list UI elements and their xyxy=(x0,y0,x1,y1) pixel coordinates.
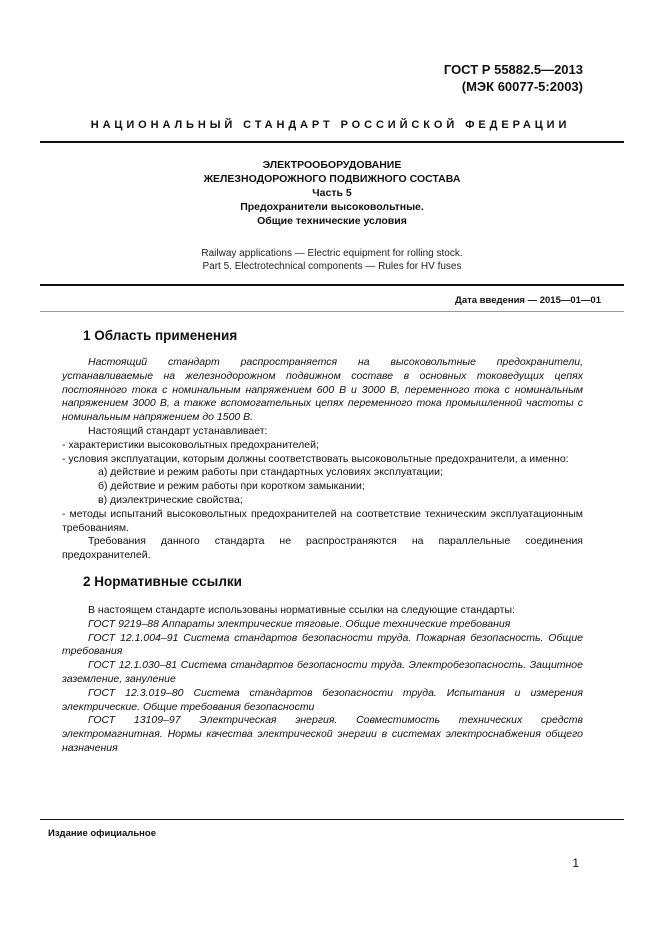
reference-item: ГОСТ 13109–97 Электрическая энергия. Совместимость технических средств электромагнитная. Нормы качества электрической энергии в системах электроснабжения общего назначения xyxy=(62,714,583,754)
scope-paragraph: Настоящий стандарт распространяется на высоковольтные предохранители, устанавливаемые на железнодорожном подвижном составе в основных токоведущих цепях постоянного тока с номинальным напряжением 600 В и 3000 В, переменного тока с номинальным напряжением 3000 В, а также вспомогательных цепях переменного тока промышленной частоты с номинальным напряжением до 1500 В. xyxy=(62,356,583,424)
establishes-paragraph: Настоящий стандарт устанавливает: xyxy=(88,424,268,437)
title-rule xyxy=(40,284,624,286)
national-standard-banner: НАЦИОНАЛЬНЫЙ СТАНДАРТ РОССИЙСКОЙ ФЕДЕРАЦИИ xyxy=(90,119,571,131)
item-a: а) действие и режим работы при стандартных условиях эксплуатации; xyxy=(98,466,443,479)
gost-number: ГОСТ Р 55882.5—2013 xyxy=(443,62,583,77)
title-line-4: Предохранители высоковольтные. xyxy=(240,201,424,213)
bullet-test-methods: - методы испытаний высоковольтных предохранителей на соответствие техническим эксплуатационным требованиям. xyxy=(62,507,583,534)
date-rule xyxy=(40,311,624,312)
document-code xyxy=(444,61,583,95)
parallel-note: Требования данного стандарта не распространяются на параллельные соединения предохранителей. xyxy=(62,535,583,562)
english-line-1: Railway applications — Electric equipment for rolling stock. xyxy=(201,248,463,259)
section-2-body xyxy=(62,604,583,756)
official-edition-label: Издание официальное xyxy=(48,828,156,839)
title-line-5: Общие технические условия xyxy=(257,215,407,227)
footer-rule xyxy=(40,819,624,820)
english-line-2: Part 5. Electrotechnical components — Rules for HV fuses xyxy=(202,261,462,272)
bullet-conditions: - условия эксплуатации, которым должны соответствовать высоковольтные предохранители, а именно: xyxy=(62,452,569,465)
iec-number: (МЭК 60077-5:2003) xyxy=(461,79,583,94)
section-1-heading: 1 Область применения xyxy=(83,328,238,343)
references-intro: В настоящем стандарте использованы нормативные ссылки на следующие стандарты: xyxy=(88,604,515,616)
page-number: 1 xyxy=(572,856,579,870)
reference-item: ГОСТ 12.1.030–81 Система стандартов безопасности труда. Электробезопасность. Защитное заземление, зануление xyxy=(62,659,583,685)
item-c: в) диэлектрические свойства; xyxy=(98,493,243,506)
english-title xyxy=(40,247,624,273)
reference-item: ГОСТ 12.3.019–80 Система стандартов безопасности труда. Испытания и измерения электрические. Общие требования безопасности xyxy=(62,686,583,713)
title-line-2: ЖЕЛЕЗНОДОРОЖНОГО ПОДВИЖНОГО СОСТАВА xyxy=(203,173,461,185)
title-block xyxy=(40,158,624,228)
reference-item: ГОСТ 12.1.004–91 Система стандартов безопасности труда. Пожарная безопасность. Общие требования xyxy=(62,631,583,658)
title-line-3: Часть 5 xyxy=(312,187,352,199)
intro-date: Дата введения — 2015—01—01 xyxy=(455,295,601,306)
section-1-body xyxy=(62,356,583,563)
reference-item: ГОСТ 9219–88 Аппараты электрические тяговые. Общие технические требования xyxy=(88,617,511,630)
bullet-characteristics: - характеристики высоковольтных предохранителей; xyxy=(62,438,319,451)
title-line-1: ЭЛЕКТРООБОРУДОВАНИЕ xyxy=(262,159,402,171)
item-b: б) действие и режим работы при коротком замыкании; xyxy=(98,480,365,493)
section-2-heading: 2 Нормативные ссылки xyxy=(83,574,242,589)
header-rule xyxy=(40,141,624,143)
